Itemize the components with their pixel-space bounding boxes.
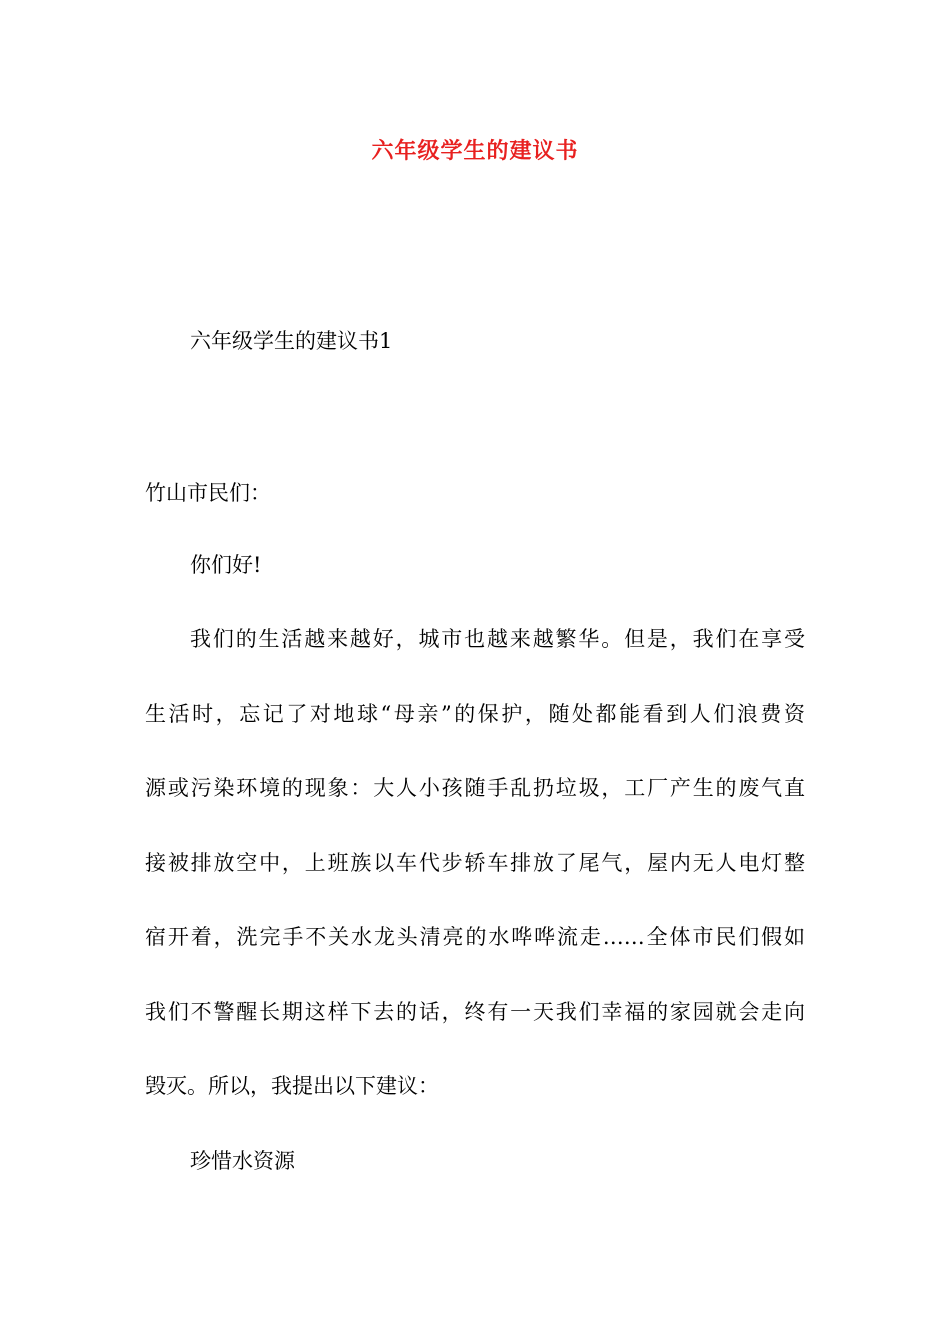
body-line: 生活时，忘记了对地球“母亲”的保护，随处都能看到人们浪费资 bbox=[145, 702, 805, 726]
subheading: 珍惜水资源 bbox=[190, 1149, 295, 1173]
body-line: 源或污染环境的现象：大人小孩随手乱扔垃圾，工厂产生的废气直 bbox=[145, 776, 805, 800]
body-line: 宿开着，洗完手不关水龙头清亮的水哗哗流走……全体市民们假如 bbox=[145, 925, 805, 949]
salutation: 竹山市民们： bbox=[145, 481, 271, 505]
body-line: 接被排放空中，上班族以车代步轿车排放了尾气，屋内无人电灯整 bbox=[145, 851, 805, 875]
section-heading: 六年级学生的建议书1 bbox=[190, 329, 393, 353]
body-line: 毁灭。所以，我提出以下建议： bbox=[145, 1074, 439, 1098]
document-title: 六年级学生的建议书 bbox=[371, 138, 579, 164]
body-line: 我们不警醒长期这样下去的话，终有一天我们幸福的家园就会走向 bbox=[145, 1000, 805, 1024]
body-line: 我们的生活越来越好，城市也越来越繁华。但是，我们在享受 bbox=[190, 627, 805, 651]
greeting: 你们好! bbox=[190, 553, 262, 577]
